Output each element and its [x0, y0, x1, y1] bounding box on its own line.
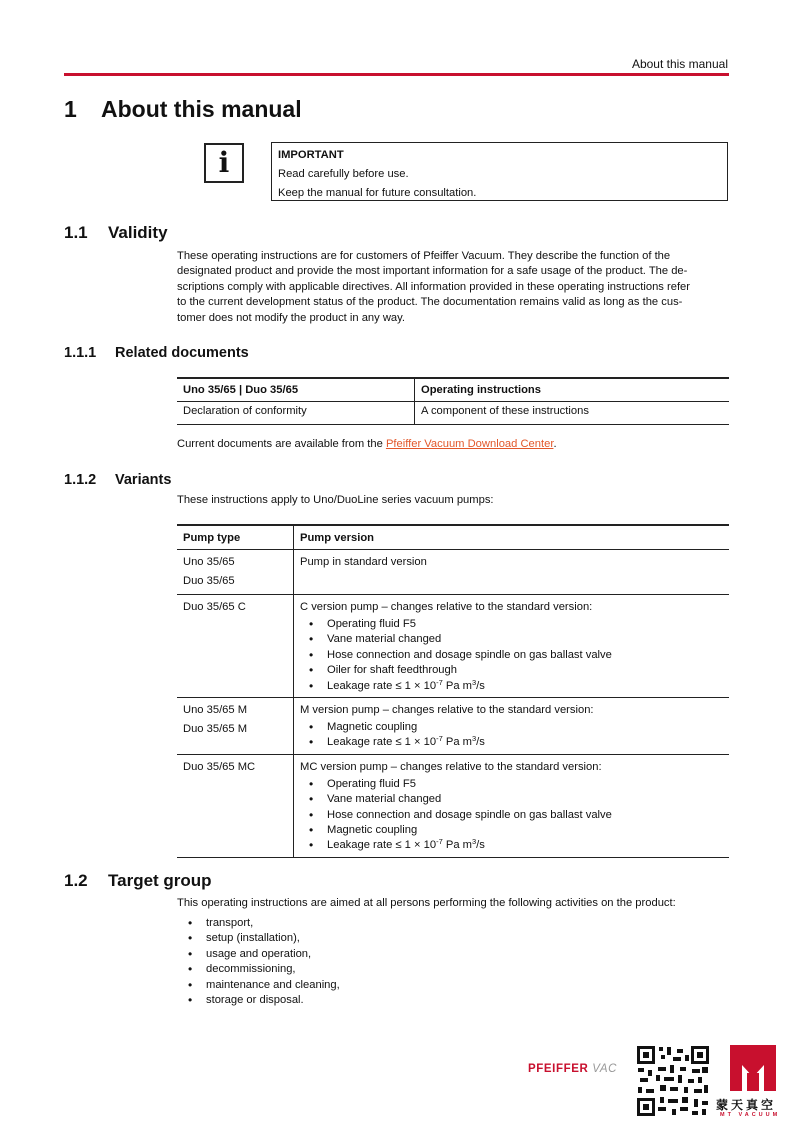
- pump-version: C version pump – changes relative to the standard version:: [300, 601, 593, 613]
- list-item: • setup (installation),: [206, 931, 340, 946]
- list-item: • usage and operation,: [206, 947, 340, 962]
- leak-unit: Pa m: [442, 839, 472, 852]
- pump-type: Uno 35/65: [183, 556, 235, 568]
- change-list: [300, 777, 723, 854]
- variants-intro: These instructions apply to Uno/DuoLine series vacuum pumps:: [177, 494, 494, 506]
- related-note-text: Current documents are available from the: [177, 438, 386, 450]
- table-row: [177, 550, 729, 595]
- pump-version: MC version pump – changes relative to the standard version:: [300, 760, 602, 773]
- pump-version: Pump in standard version: [300, 556, 427, 568]
- pump-type-cell: [177, 754, 294, 857]
- leak-unit-exp: 3: [472, 734, 477, 744]
- running-header: About this manual: [631, 57, 728, 71]
- pump-type-cell: [177, 698, 294, 755]
- leak-text: Leakage rate ≤ 1 × 10: [327, 679, 437, 692]
- pump-version-cell: [294, 698, 730, 755]
- mt-vacuum-english-name: MT VACUUM: [720, 1112, 781, 1118]
- section-validity-heading: [64, 223, 168, 243]
- leak-unit-exp: 3: [472, 677, 477, 687]
- pump-type: Uno 35/65 M: [183, 704, 248, 717]
- leak-exp: -7: [436, 734, 443, 744]
- table-header-cell: Uno 35/65 | Duo 35/65: [177, 378, 415, 402]
- section-number: 1.1.2: [64, 472, 97, 488]
- table-header-row: [177, 525, 729, 550]
- pump-version-cell: [294, 595, 730, 698]
- pump-type: Duo 35/65: [183, 575, 235, 587]
- section-related-heading: [64, 345, 249, 361]
- list-item: • Vane material changed: [327, 632, 723, 647]
- pump-version-cell: [294, 754, 730, 857]
- section-number: 1.1: [64, 223, 88, 242]
- pump-type-cell: [177, 550, 294, 595]
- list-item: • Hose connection and dosage spindle on gas ballast valve: [327, 648, 723, 663]
- leak-exp: -7: [436, 677, 443, 687]
- chapter-title-text: About this manual: [101, 96, 302, 122]
- table-row: [177, 754, 729, 857]
- target-intro: This operating instructions are aimed at all persons performing the following activities on the product:: [177, 897, 676, 909]
- list-item: • decommissioning,: [206, 962, 340, 977]
- list-item: • Hose connection and dosage spindle on gas ballast valve: [327, 808, 723, 823]
- validity-line: designated product and provide the most important information for a safe usage of the product. The de-: [177, 265, 688, 278]
- pump-type: Duo 35/65 M: [183, 723, 248, 736]
- mt-vacuum-chinese-name: 蒙天真空: [716, 1098, 777, 1112]
- table-header-cell: Pump version: [294, 525, 730, 550]
- leakage-item: [327, 838, 723, 853]
- leak-unit: Pa m: [442, 736, 472, 749]
- table-header-cell: Operating instructions: [415, 378, 730, 402]
- validity-line: to the current development status of the product. The documentation remains valid as long as the cus-: [177, 296, 683, 309]
- table-header-cell: Pump type: [177, 525, 294, 550]
- related-documents-table: [177, 377, 729, 425]
- activity-list: [206, 916, 340, 1008]
- list-item: • Oiler for shaft feedthrough: [327, 663, 723, 678]
- table-header-row: [177, 378, 729, 402]
- chapter-number: 1: [64, 96, 77, 122]
- section-title: Related documents: [115, 345, 249, 361]
- pfeiffer-logo: [528, 1063, 617, 1075]
- pfeiffer-partial: VAC: [592, 1063, 617, 1075]
- leakage-item: [327, 679, 723, 694]
- pump-type: Duo 35/65 MC: [183, 760, 256, 773]
- list-item: • storage or disposal.: [206, 993, 340, 1008]
- leak-unit-tail: /s: [476, 679, 485, 692]
- section-number: 1.2: [64, 871, 88, 890]
- important-title: IMPORTANT: [278, 149, 344, 161]
- leak-text: Leakage rate ≤ 1 × 10: [327, 736, 437, 749]
- section-number: 1.1.1: [64, 345, 97, 361]
- validity-line: scriptions comply with applicable directives. All information provided in these operating instructions refer: [177, 280, 691, 293]
- pump-version: M version pump – changes relative to the standard version:: [300, 704, 594, 717]
- download-center-link[interactable]: Pfeiffer Vacuum Download Center: [385, 438, 554, 450]
- leak-text: Leakage rate ≤ 1 × 10: [327, 839, 437, 852]
- variants-table: [177, 524, 729, 858]
- leak-unit: Pa m: [442, 679, 472, 692]
- important-line-1: Read carefully before use.: [278, 168, 409, 180]
- list-item: • Magnetic coupling: [327, 720, 723, 735]
- list-item: • Vane material changed: [327, 792, 723, 807]
- important-notice: [271, 142, 728, 201]
- validity-line: These operating instructions are for customers of Pfeiffer Vacuum. They describe the function of the: [177, 250, 671, 262]
- validity-paragraph: [177, 249, 728, 326]
- list-item: • maintenance and cleaning,: [206, 978, 340, 993]
- leak-exp: -7: [436, 837, 443, 847]
- leak-unit-tail: /s: [476, 736, 485, 749]
- header-rule: [64, 73, 729, 76]
- table-cell: A component of these instructions: [415, 402, 730, 425]
- info-icon: i: [204, 143, 244, 183]
- pump-type-cell: [177, 595, 294, 698]
- leak-unit-exp: 3: [472, 837, 477, 847]
- list-item: • transport,: [206, 916, 340, 931]
- list-item: • Operating fluid F5: [327, 617, 723, 632]
- table-row: [177, 595, 729, 698]
- validity-line: tomer does not modify the product in any way.: [177, 311, 406, 324]
- important-line-2: Keep the manual for future consultation.: [278, 187, 477, 199]
- leakage-item: [327, 735, 723, 750]
- related-note-suffix: .: [553, 438, 557, 450]
- table-row: [177, 698, 729, 755]
- list-item: • Operating fluid F5: [327, 777, 723, 792]
- change-list: [300, 617, 723, 694]
- list-item: • Magnetic coupling: [327, 823, 723, 838]
- table-cell: Declaration of conformity: [183, 405, 307, 417]
- qr-code-icon: [636, 1045, 710, 1117]
- table-row: [177, 402, 729, 425]
- section-title: Target group: [108, 871, 212, 890]
- section-title: Validity: [108, 223, 168, 242]
- section-variants-heading: [64, 472, 171, 488]
- pump-version-cell: [294, 550, 730, 595]
- chapter-title: [64, 96, 302, 123]
- pump-type: Duo 35/65 C: [183, 601, 246, 613]
- related-note: [177, 437, 728, 452]
- section-title: Variants: [115, 472, 172, 488]
- leak-unit-tail: /s: [476, 839, 485, 852]
- change-list: [300, 720, 723, 751]
- pfeiffer-brand: PFEIFFER: [528, 1063, 589, 1075]
- section-target-heading: [64, 871, 212, 891]
